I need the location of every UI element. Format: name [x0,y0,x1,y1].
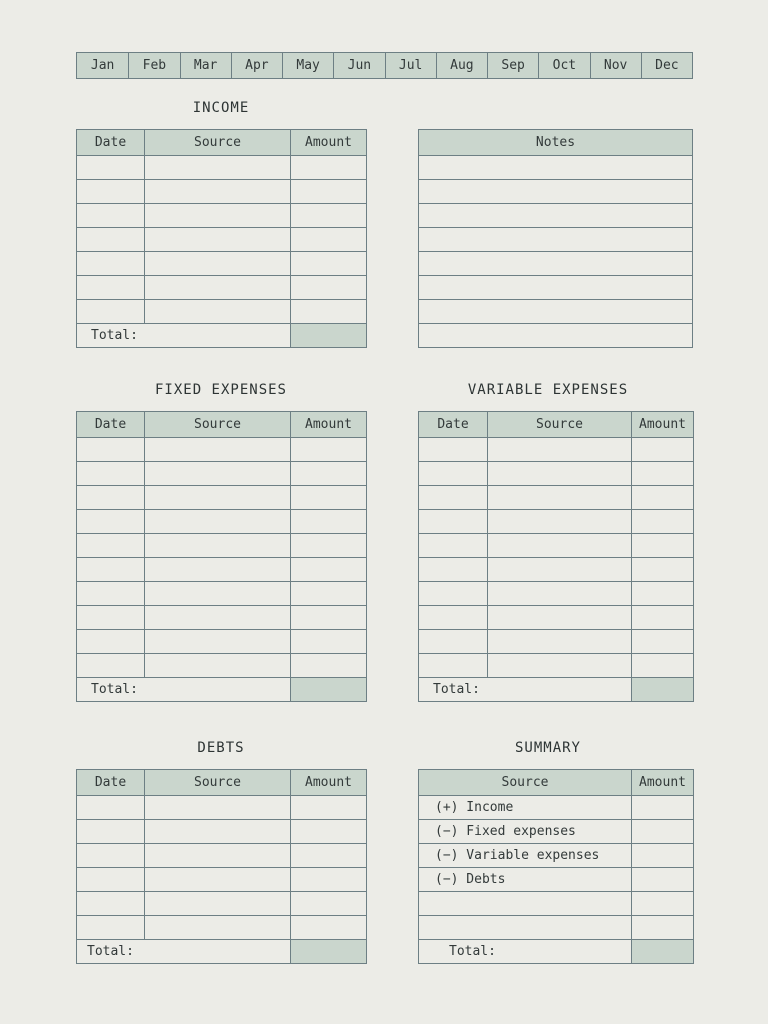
table-row [77,916,367,940]
debts-header-date: Date [77,770,145,796]
variable-date-cell[interactable] [419,558,488,582]
debts-source-cell[interactable] [145,892,291,916]
debts-source-cell[interactable] [145,844,291,868]
table-row [77,438,367,462]
fixed-total-row [77,678,367,702]
debts-date-cell[interactable] [77,868,145,892]
summary-total-label: Total: [419,940,632,964]
fixed-source-cell[interactable] [145,534,291,558]
table-row [77,228,367,252]
income-date-cell[interactable] [77,204,145,228]
notes-header: Notes [419,130,693,156]
table-row [77,630,367,654]
table-row [77,204,367,228]
variable-total-row [419,678,694,702]
fixed-expenses-table [76,411,367,702]
fixed-date-cell[interactable] [77,654,145,678]
table-row [419,820,694,844]
table-row [77,486,367,510]
table-row [77,868,367,892]
debts-header-amount: Amount [291,770,367,796]
debts-total-label: Total: [77,940,291,964]
table-row [419,654,694,678]
fixed-date-cell[interactable] [77,534,145,558]
income-source-cell[interactable] [145,276,291,300]
variable-source-cell[interactable] [488,654,632,678]
month-selector [76,52,693,79]
income-amount-cell[interactable] [291,300,367,324]
fixed-source-cell[interactable] [145,486,291,510]
fixed-source-cell[interactable] [145,630,291,654]
fixed-date-cell[interactable] [77,582,145,606]
notes-line[interactable] [419,180,693,204]
table-row [419,582,694,606]
variable-date-cell[interactable] [419,630,488,654]
debts-table [76,769,367,964]
table-row [77,462,367,486]
fixed-amount-cell[interactable] [291,462,367,486]
table-row [419,534,694,558]
income-source-cell[interactable] [145,204,291,228]
debts-amount-cell[interactable] [291,868,367,892]
table-row [419,868,694,892]
fixed-source-cell[interactable] [145,654,291,678]
variable-source-cell[interactable] [488,582,632,606]
variable-date-cell[interactable] [419,510,488,534]
fixed-amount-cell[interactable] [291,630,367,654]
income-date-cell[interactable] [77,300,145,324]
variable-date-cell[interactable] [419,438,488,462]
summary-blank-cell[interactable] [419,892,632,916]
income-header-date: Date [77,130,145,156]
table-row [419,606,694,630]
income-header-amount: Amount [291,130,367,156]
table-row [77,558,367,582]
fixed-header-source: Source [145,412,291,438]
table-row [77,844,367,868]
table-row [77,892,367,916]
variable-date-cell[interactable] [419,582,488,606]
month-tab-sep[interactable]: Sep [487,53,538,78]
variable-source-cell[interactable] [488,534,632,558]
summary-total-value[interactable] [632,940,694,964]
table-row [77,156,367,180]
fixed-total-label: Total: [77,678,291,702]
debts-amount-cell[interactable] [291,820,367,844]
table-row [77,300,367,324]
summary-variable-label: (−) Variable expenses [419,844,632,868]
notes-line[interactable] [419,228,693,252]
variable-header-date: Date [419,412,488,438]
month-tab-jun[interactable]: Jun [333,53,384,78]
table-row [77,606,367,630]
fixed-amount-cell[interactable] [291,654,367,678]
variable-total-value[interactable] [632,678,694,702]
income-total-value[interactable] [291,324,367,348]
table-row [77,510,367,534]
variable-amount-cell[interactable] [632,438,694,462]
fixed-header-amount: Amount [291,412,367,438]
fixed-amount-cell[interactable] [291,486,367,510]
income-date-cell[interactable] [77,228,145,252]
fixed-source-cell[interactable] [145,606,291,630]
notes-line[interactable] [419,300,693,324]
income-amount-cell[interactable] [291,204,367,228]
fixed-amount-cell[interactable] [291,534,367,558]
income-date-cell[interactable] [77,180,145,204]
fixed-source-cell[interactable] [145,510,291,534]
debts-source-cell[interactable] [145,820,291,844]
summary-blank-cell[interactable] [419,916,632,940]
income-title: INCOME [192,100,250,116]
income-source-cell[interactable] [145,252,291,276]
notes-line[interactable] [419,324,693,348]
variable-source-cell[interactable] [488,606,632,630]
table-row [419,558,694,582]
debts-header-source: Source [145,770,291,796]
variable-source-cell[interactable] [488,630,632,654]
variable-amount-cell[interactable] [632,486,694,510]
debts-source-cell[interactable] [145,796,291,820]
variable-source-cell[interactable] [488,510,632,534]
debts-source-cell[interactable] [145,868,291,892]
income-source-cell[interactable] [145,180,291,204]
variable-amount-cell[interactable] [632,606,694,630]
income-amount-cell[interactable] [291,156,367,180]
fixed-amount-cell[interactable] [291,582,367,606]
month-tab-oct[interactable]: Oct [538,53,589,78]
summary-header-source: Source [419,770,632,796]
income-amount-cell[interactable] [291,276,367,300]
summary-total-row [419,940,694,964]
fixed-date-cell[interactable] [77,438,145,462]
fixed-amount-cell[interactable] [291,558,367,582]
income-amount-cell[interactable] [291,180,367,204]
variable-amount-cell[interactable] [632,462,694,486]
table-row [419,796,694,820]
fixed-date-cell[interactable] [77,462,145,486]
notes-line[interactable] [419,156,693,180]
variable-source-cell[interactable] [488,486,632,510]
summary-debts-amount[interactable] [632,868,694,892]
debts-total-value[interactable] [291,940,367,964]
table-row [419,916,694,940]
variable-header-source: Source [488,412,632,438]
income-date-cell[interactable] [77,156,145,180]
table-row [77,180,367,204]
summary-fixed-amount[interactable] [632,820,694,844]
fixed-header-date: Date [77,412,145,438]
month-tab-dec[interactable]: Dec [641,53,692,78]
fixed-source-cell[interactable] [145,558,291,582]
notes-line[interactable] [419,204,693,228]
fixed-date-cell[interactable] [77,486,145,510]
income-amount-cell[interactable] [291,252,367,276]
fixed-amount-cell[interactable] [291,510,367,534]
table-row [77,534,367,558]
fixed-source-cell[interactable] [145,582,291,606]
summary-table [418,769,694,964]
income-amount-cell[interactable] [291,228,367,252]
month-tab-mar[interactable]: Mar [180,53,231,78]
summary-debts-label: (−) Debts [419,868,632,892]
summary-blank-amount[interactable] [632,892,694,916]
debts-date-cell[interactable] [77,796,145,820]
variable-date-cell[interactable] [419,606,488,630]
notes-table [418,129,693,348]
fixed-amount-cell[interactable] [291,438,367,462]
variable-amount-cell[interactable] [632,534,694,558]
table-row [77,582,367,606]
debts-amount-cell[interactable] [291,796,367,820]
summary-income-label: (+) Income [419,796,632,820]
table-row [77,796,367,820]
variable-amount-cell[interactable] [632,510,694,534]
debts-date-cell[interactable] [77,820,145,844]
table-row [77,654,367,678]
income-source-cell[interactable] [145,156,291,180]
fixed-expenses-title: FIXED EXPENSES [154,382,287,398]
variable-amount-cell[interactable] [632,630,694,654]
fixed-amount-cell[interactable] [291,606,367,630]
month-tab-jul[interactable]: Jul [385,53,436,78]
income-header-source: Source [145,130,291,156]
table-row [419,892,694,916]
debts-date-cell[interactable] [77,892,145,916]
fixed-source-cell[interactable] [145,462,291,486]
table-row [77,276,367,300]
debts-total-row [77,940,367,964]
variable-date-cell[interactable] [419,534,488,558]
variable-total-label: Total: [419,678,632,702]
variable-source-cell[interactable] [488,438,632,462]
table-row [419,486,694,510]
table-row [419,510,694,534]
month-tab-feb[interactable]: Feb [128,53,179,78]
debts-amount-cell[interactable] [291,892,367,916]
debts-source-cell[interactable] [145,916,291,940]
income-table [76,129,367,348]
summary-income-amount[interactable] [632,796,694,820]
income-date-cell[interactable] [77,252,145,276]
variable-source-cell[interactable] [488,462,632,486]
variable-date-cell[interactable] [419,654,488,678]
fixed-date-cell[interactable] [77,558,145,582]
fixed-date-cell[interactable] [77,510,145,534]
month-tab-may[interactable]: May [282,53,333,78]
summary-variable-amount[interactable] [632,844,694,868]
variable-source-cell[interactable] [488,558,632,582]
summary-title: SUMMARY [514,740,581,756]
debts-date-cell[interactable] [77,844,145,868]
fixed-date-cell[interactable] [77,630,145,654]
income-source-cell[interactable] [145,228,291,252]
variable-header-amount: Amount [632,412,694,438]
month-tab-nov[interactable]: Nov [590,53,641,78]
table-row [419,462,694,486]
variable-amount-cell[interactable] [632,558,694,582]
summary-fixed-label: (−) Fixed expenses [419,820,632,844]
income-total-label: Total: [77,324,291,348]
fixed-total-value[interactable] [291,678,367,702]
notes-line[interactable] [419,276,693,300]
table-row [419,844,694,868]
table-row [419,630,694,654]
income-total-row [77,324,367,348]
month-tab-apr[interactable]: Apr [231,53,282,78]
fixed-source-cell[interactable] [145,438,291,462]
table-row [77,252,367,276]
table-row [419,438,694,462]
summary-header-amount: Amount [632,770,694,796]
debts-title: DEBTS [197,740,245,756]
income-date-cell[interactable] [77,276,145,300]
variable-expenses-table [418,411,694,702]
debts-amount-cell[interactable] [291,916,367,940]
month-tab-jan[interactable]: Jan [90,58,115,73]
summary-blank-amount[interactable] [632,916,694,940]
variable-amount-cell[interactable] [632,582,694,606]
variable-expenses-title: VARIABLE EXPENSES [467,382,629,398]
month-tab-aug[interactable]: Aug [436,53,487,78]
variable-amount-cell[interactable] [632,654,694,678]
debts-amount-cell[interactable] [291,844,367,868]
debts-date-cell[interactable] [77,916,145,940]
income-source-cell[interactable] [145,300,291,324]
variable-date-cell[interactable] [419,486,488,510]
variable-date-cell[interactable] [419,462,488,486]
fixed-date-cell[interactable] [77,606,145,630]
notes-line[interactable] [419,252,693,276]
table-row [77,820,367,844]
